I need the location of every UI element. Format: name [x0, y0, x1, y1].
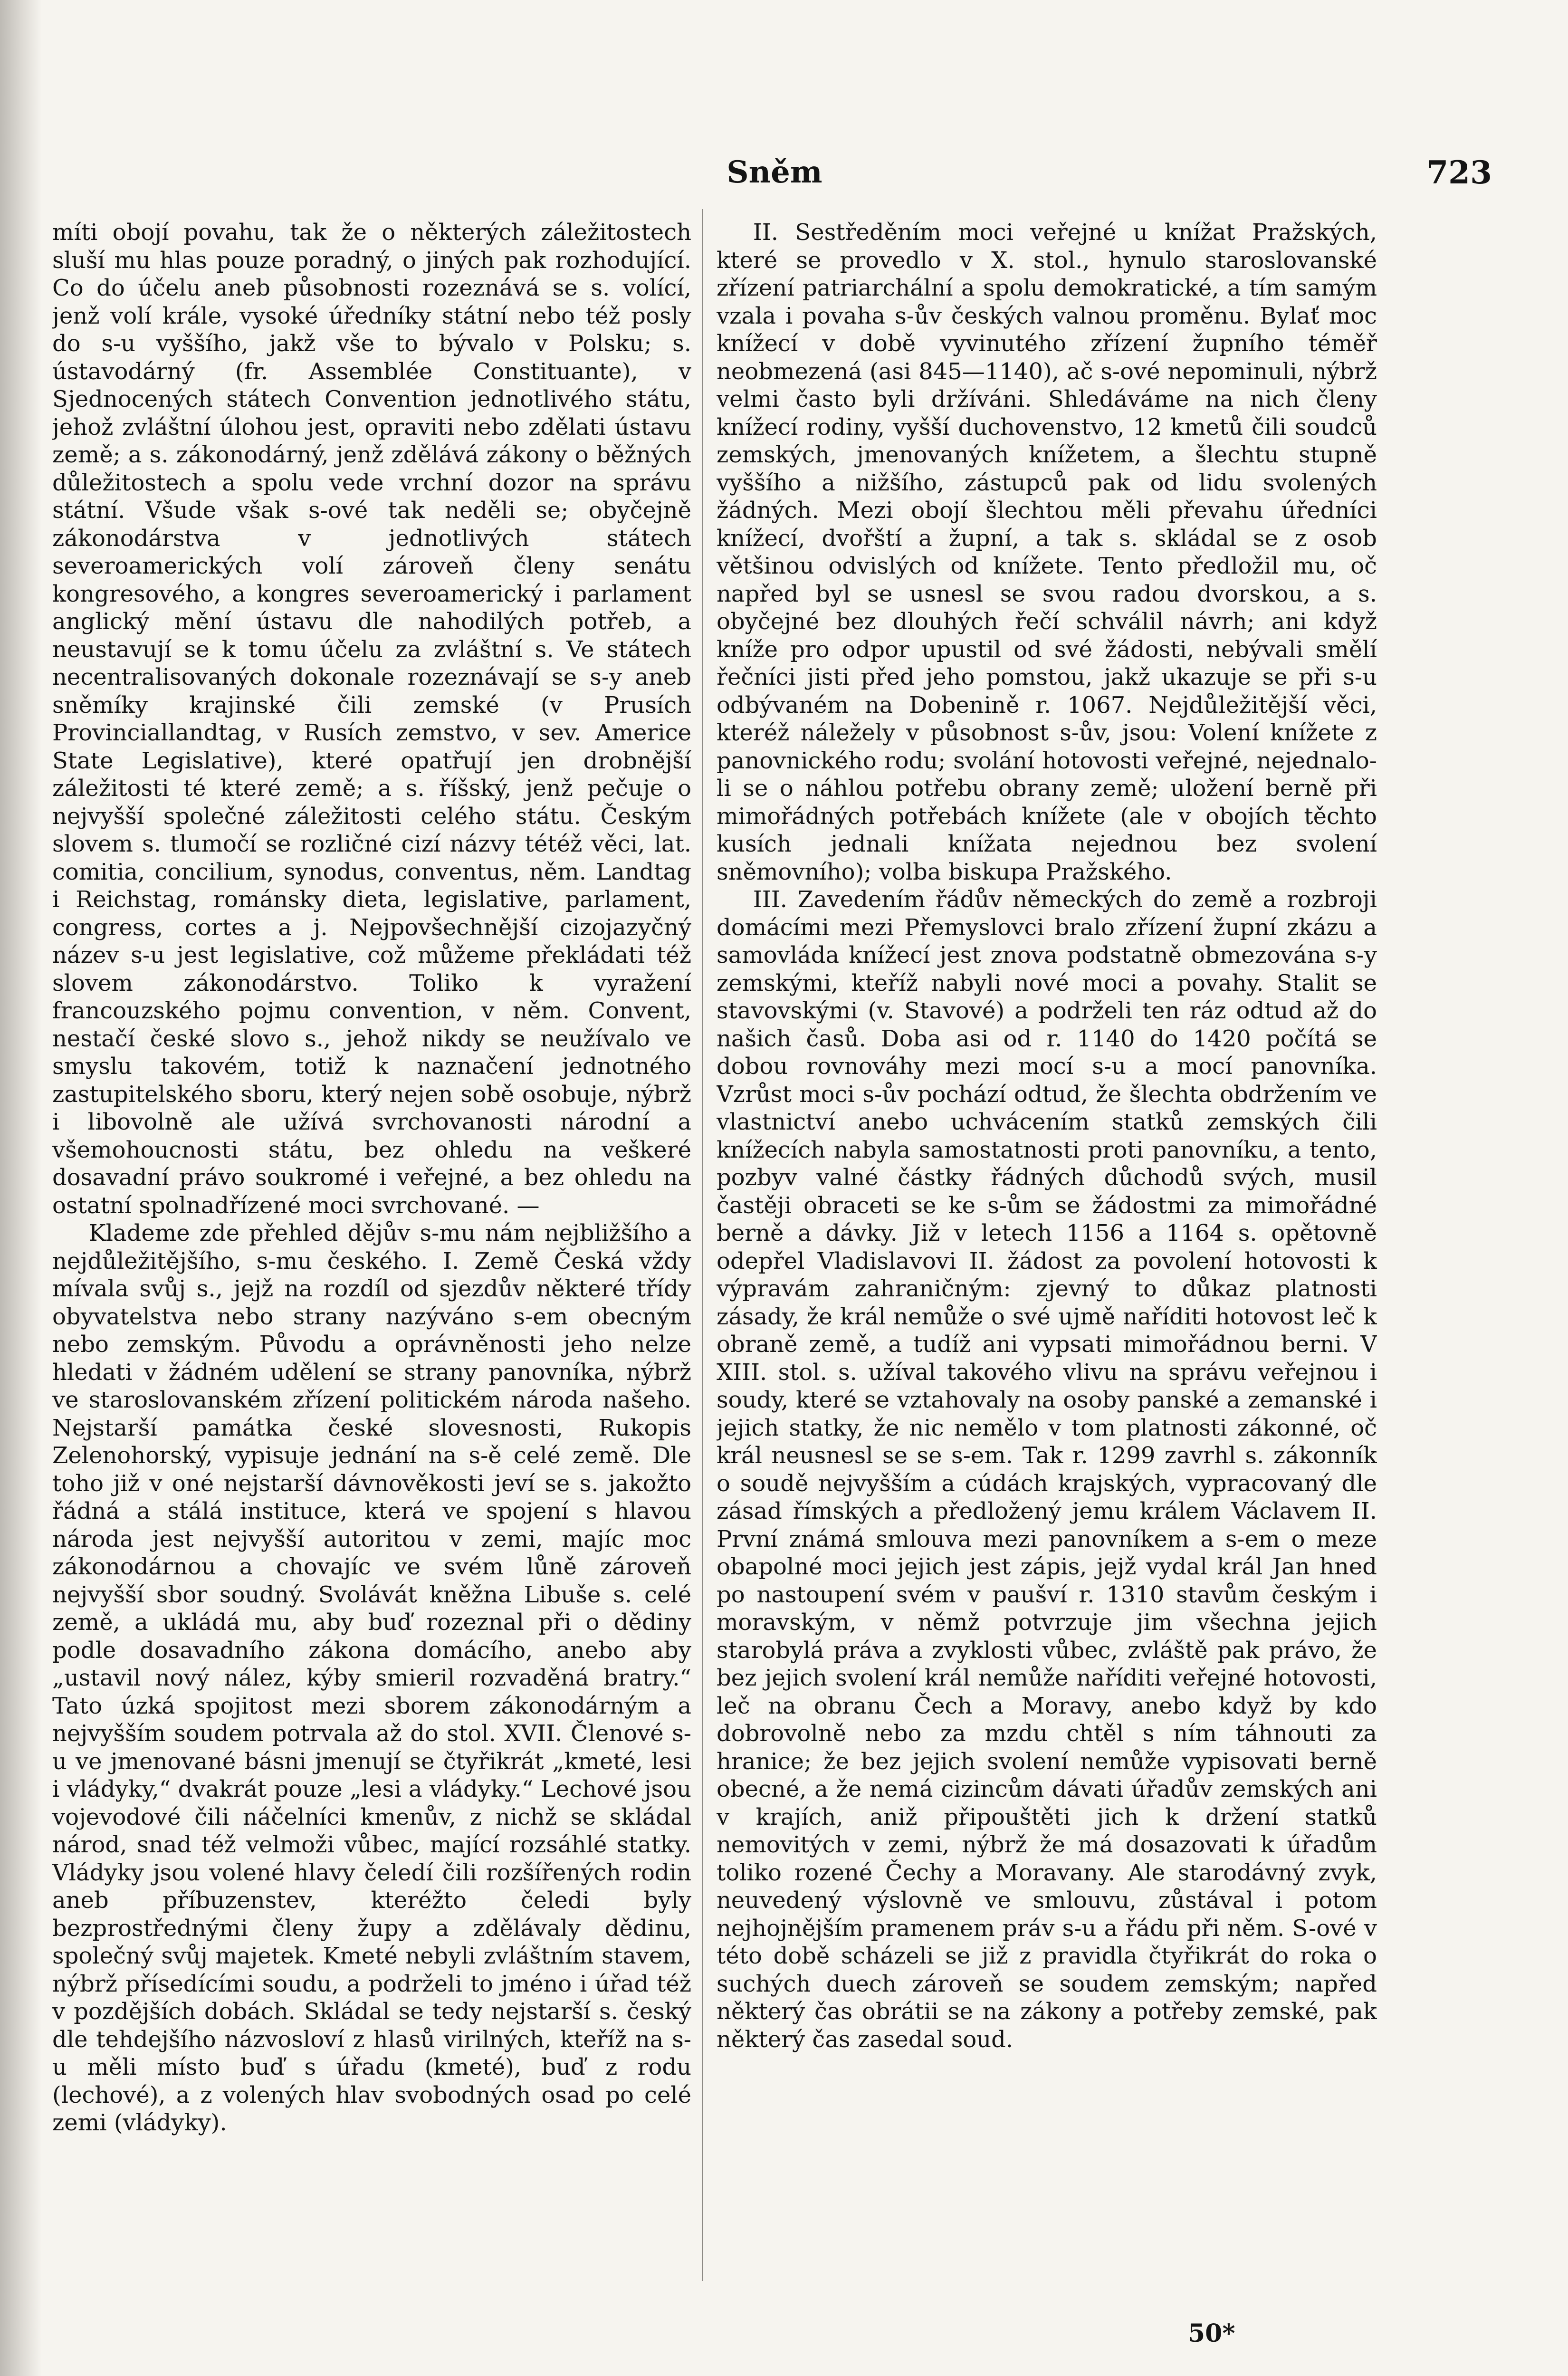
running-head: Sněm: [727, 154, 822, 190]
column-divider: [702, 209, 703, 2281]
left-column: [52, 219, 691, 2324]
right-column: [717, 219, 1377, 2324]
paragraph: míti obojí povahu, tak že o některých záležitostech sluší mu hlas pouze poradný, o jiných pak rozhodující. Co do účelu aneb působnosti rozeznává se s. volící, jenž volí krále, vysoké úředníky státní nebo též posly do s-u vyššího, jakž vše to bývalo v Polsku; s. ústavodárný (fr. Assemblée Constituante), v Sjednocených státech Convention jednotlivého státu, jehož zvláštní úlohou jest, opraviti nebo zdělati ústavu země; a s. zákonodárný, jenž zdělává zákony o běžných důležitostech a spolu vede vrchní dozor na správu státní. Všude však s-ové tak neděli se; obyčejně zákonodárstva v jednotlivých státech severoamerických volí zároveň členy senátu kongresového, a kongres severoamerický i parlament anglický mění ústavu dle nahodilých potřeb, a neustavují se k tomu účelu za zvláštní s. Ve státech necentralisovaných dokonale rozeznávají se s-y aneb sněmíky krajinské čili zemské (v Prusích Provinciallandtag, v Rusích zemstvo, v sev. Americe State Legislative), které opatřují jen drobnější záležitosti té které země; a s. říšský, jenž pečuje o nejvyšší společné záležitosti celého státu. Českým slovem s. tlumočí se rozličné cizí názvy tétéž věci, lat. comitia, concilium, synodus, conventus, něm. Landtag i Reichstag, románsky dieta, legislative, parlament, congress, cortes a j. Nejpovšechnější cizojazyčný název s-u jest legislative, což můžeme překládati též slovem zákonodárstvo. Toliko k vyražení francouzského pojmu convention, v něm. Convent, nestačí české slovo s., jehož nikdy se neužívalo ve smyslu takovém, totiž k naznačení jednotného zastupitelského sboru, který nejen sobě osobuje, nýbrž i libovolně ale užívá svrchovanosti národní a všemohoucnosti státu, bez ohledu na veškeré dosavadní právo soukromé i veřejné, a bez ohledu na ostatní spolnadřízené moci svrchované. —: [52, 219, 691, 1219]
paragraph: II. Sestředěním moci veřejné u knížat Pražských, které se provedlo v X. stol., hynulo staroslovanské zřízení patriarchální a spolu demokratické, a tím samým vzala i povaha s-ův českých valnou proměnu. Bylať moc knížecí v době vyvinutého zřízení župního téměř neobmezená (asi 845—1140), ač s-ové nepominuli, nýbrž velmi často byli držíváni. Shledáváme na nich členy knížecí rodiny, vyšší duchovenstvo, 12 kmetů čili soudců zemských, jmenovaných knížetem, a šlechtu stupně vyššího a nižšího, zástupců pak od lidu svolených žádných. Mezi obojí šlechtou měli převahu úředníci knížecí, dvořští a župní, a tak s. skládal se z osob většinou odvislých od knížete. Tento předložil mu, oč napřed byl se usnesl se svou radou dvorskou, a s. obyčejné bez dlouhých řečí schválil návrh; ani když kníže pro odpor upustil od své žádosti, nebývali smělí řečníci jisti před jeho pomstou, jakž ukazuje se při s-u odbývaném na Dobenině r. 1067. Nejdůležitější věci, kteréž náležely v působnost s-ův, jsou: Volení knížete z panovnického rodu; svolání hotovosti veřejné, nejednalo-li se o náhlou potřebu obrany země; uložení berně při mimořádných potřebách knížete (ale v obojích těchto kusích jednali knížata nejednou bez svolení sněmovního); volba biskupa Pražského.: [717, 219, 1377, 885]
page-number: 723: [1426, 154, 1492, 191]
page-binding-shadow: [0, 0, 42, 2376]
page-header: [48, 151, 1492, 194]
paragraph: III. Zavedením řádův německých do země a rozbroji domácími mezi Přemyslovci bralo zřízení župní zkázu a samovláda knížecí jest znova podstatně obmezována s-y zemskými, kteříž nabyli nové moci a povahy. Stalit se stavovskými (v. Stavové) a podrželi ten ráz odtud až do našich časů. Doba asi od r. 1140 do 1420 počítá se dobou rovnováhy mezi mocí s-u a mocí panovníka. Vzrůst moci s-ův pochází odtud, že šlechta obdržením ve vlastnictví anebo uchvácením statků zemských čili knížecích nabyla samostatnosti proti panovníku, a tento, pozbyv valné částky řádných důchodů svých, musil častěji obraceti se ke s-ům se žádostmi za mimořádné berně a dávky. Již v letech 1156 a 1164 s. opětovně odepřel Vladislavovi II. žádost za povolení hotovosti k výpravám zahraničným: zjevný to důkaz platnosti zásady, že král nemůže o své ujmě naříditi hotovost leč k obraně země, a tudíž ani vypsati mimořádnou berni. V XIII. stol. s. užíval takového vlivu na správu veřejnou i soudy, které se vztahovaly na osoby panské a zemanské i jejich statky, že nic nemělo v tom platnosti zákonné, oč král neusnesl se se s-em. Tak r. 1299 zavrhl s. zákonník o soudě nejvyšším a cúdách krajských, vypracovaný dle zásad římských a předložený jemu králem Václavem II. První známá smlouva mezi panovníkem a s-em o meze obapolné moci jejich jest zápis, jejž vydal král Jan hned po nastoupení svém v paušví r. 1310 stavům českým i moravským, v němž potvrzuje jim všechna jejich starobylá práva a zvyklosti vůbec, zvláště pak právo, že bez jejich svolení král nemůže naříditi veřejné hotovosti, leč na obranu Čech a Moravy, anebo když by kdo dobrovolně nebo za mzdu chtěl s ním táhnouti za hranice; že bez jejich svolení nemůže vypisovati berně obecné, a že nemá cizincům dávati úřadův zemských ani v krajích, aniž připouštěti jich k držení statků nemovitých v zemi, nýbrž že má dosazovati k úřadům toliko rozené Čechy a Moravany. Ale starodávný zvyk, neuvedený výslovně ve smlouvu, zůstával i potom nejhojnějším pramenem práv s-u a řádu při něm. S-ové v této době scházeli se již z pravidla čtyřikrát do roka o suchých duech zároveň se soudem zemským; napřed některý čas obrátii se na zákony a potřeby zemské, pak některý čas zasedal soud.: [717, 886, 1377, 2053]
paragraph: Klademe zde přehled dějův s-mu nám nejbližšího a nejdůležitějšího, s-mu českého. I. Země Česká vždy mívala svůj s., jejž na rozdíl od sjezdův některé třídy obyvatelstva nebo strany nazýváno s-em obecným nebo zemským. Původu a oprávněnosti jeho nelze hledati v žádném udělení se strany panovníka, nýbrž ve staroslovanském zřízení politickém národa našeho. Nejstarší památka české slovesnosti, Rukopis Zelenohorský, vypisuje jednání na s-ě celé země. Dle toho již v oné nejstarší dávnověkosti jeví se s. jakožto řádná a stálá instituce, která ve spojení s hlavou národa jest nejvyšší autoritou v zemi, majíc moc zákonodárnou a chovajíc ve svém lůně zároveň nejvyšší sbor soudný. Svolávát kněžna Libuše s. celé země, a ukládá mu, aby buď rozeznal při o dědiny podle dosavadního zákona domácího, anebo aby „ustavil nový nález, kýby smieril rozvaděná bratry.“ Tato úzká spojitost mezi sborem zákonodárným a nejvyšším soudem potrvala až do stol. XVII. Členové s-u ve jmenované básni jmenují se čtyřikrát „kmeté, lesi i vládyky,“ dvakrát pouze „lesi a vládyky.“ Lechové jsou vojevodové čili náčelníci kmenův, z nichž se skládal národ, snad též velmoži vůbec, mající rozsáhlé statky. Vládyky jsou volené hlavy čeledí čili rozšířených rodin aneb příbuzenstev, kteréžto čeledi byly bezprostřednými členy župy a zdělávaly dědinu, společný svůj majetek. Kmeté nebyli zvláštním stavem, nýbrž přísedícími soudu, a podrželi to jméno i úřad též v pozdějších dobách. Skládal se tedy nejstarší s. český dle tehdejšího názvosloví z hlasů virilných, kteříž na s-u měli místo buď s úřadu (kmeté), buď z rodu (lechové), a z volených hlav svobodných osad po celé zemi (vládyky).: [52, 1220, 691, 2136]
signature-mark: 50*: [1188, 2319, 1235, 2348]
